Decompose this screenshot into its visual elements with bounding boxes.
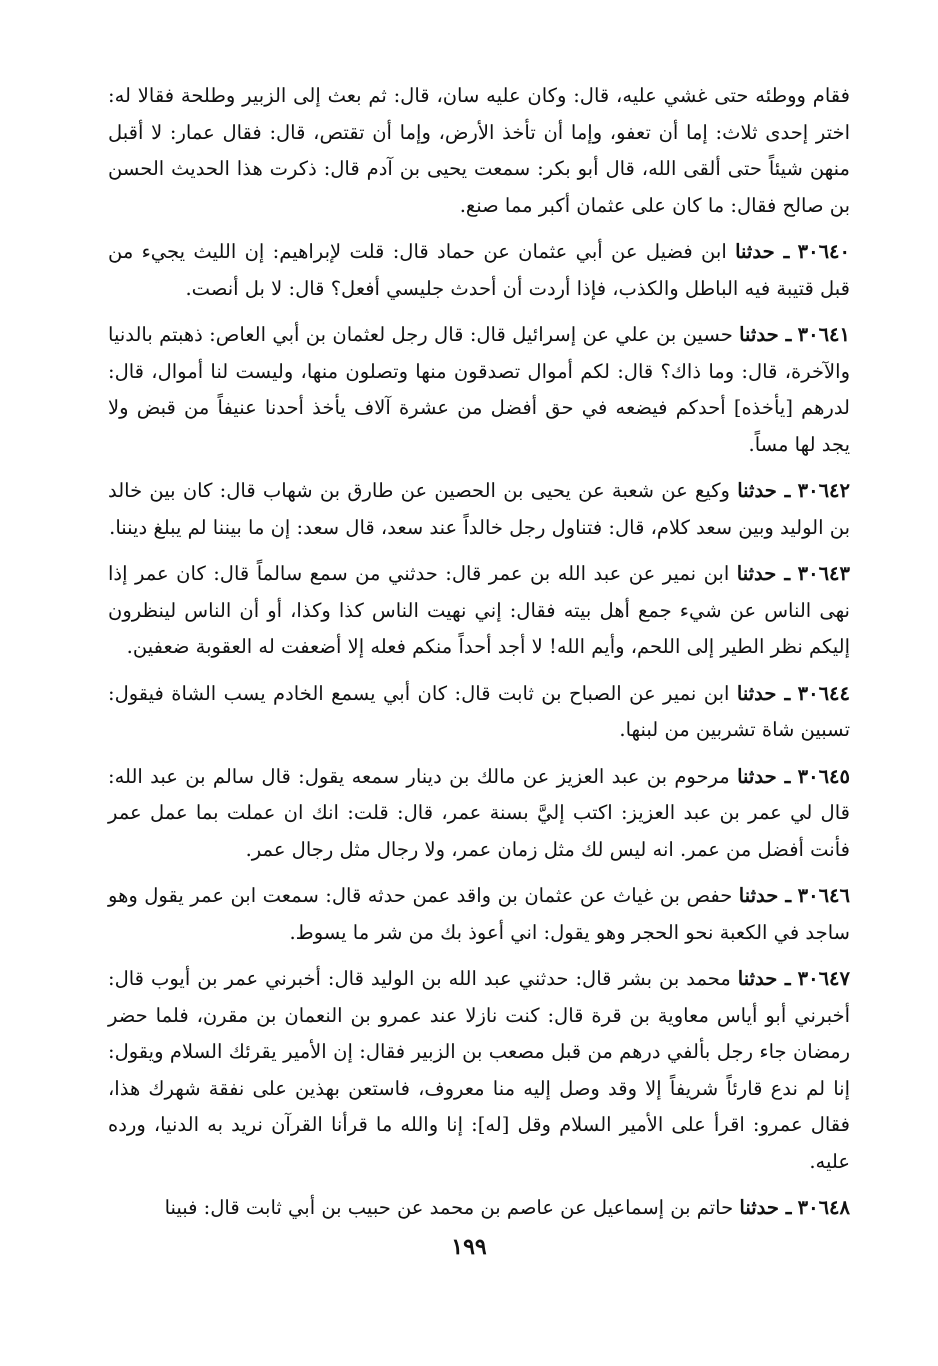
hadith-text: ابن نمير عن الصباح بن ثابت قال: كان أبي يسمع الخادم يسب الشاة فيقول: تسبين شاة تشربين من لبنها. [108,681,850,741]
hadith-number: ٣٠٦٤٨ [797,1196,850,1219]
hadith-lead: ـ حدثنا [736,681,791,705]
hadith-entry [108,556,850,666]
hadith-number: ٣٠٦٤٦ [797,884,851,907]
hadith-lead: ـ حدثنا [735,240,790,263]
page-number: ١٩٩ [451,1234,487,1260]
hadith-text: وكيع عن شعبة عن يحيى بن الحصين عن طارق بن شهاب قال: كان بين خالد بن الوليد وبين سعد كلام، قال: فتناول رجل خالداً عند سعد، قال سعد: إن ما بيننا لم يبلغ ديننا. [108,479,850,539]
hadith-number: ٣٠٦٤٢ [797,479,850,502]
hadith-entry [108,878,850,951]
hadith-lead: ـ حدثنا [737,764,791,788]
hadith-text: حاتم بن إسماعيل عن عاصم بن محمد عن حبيب بن أبي ثابت قال: فبينا [164,1196,734,1219]
hadith-number: ٣٠٦٤٧ [797,967,850,990]
hadith-number: ٣٠٦٤٠ [797,240,850,263]
hadith-number: ٣٠٦٤٥ [797,764,851,788]
hadith-text: ابن فضيل عن أبي عثمان عن حماد قال: قلت لإبراهيم: إن الليث يجيء من قبل قتيبة فيه الباطل والكذب، فإذا أردت أن أحدث جليسي أفعل؟ قال: لا بل أنصت. [108,240,850,300]
hadith-entry [108,78,850,224]
hadith-text: فقام ووطئه حتى غشي عليه، قال: وكان عليه سان، قال: ثم بعث إلى الزبير وطلحة فقالا له: اختر إحدى ثلاث: إما أن تعفو، وإما أن تأخذ الأرض، وإما أن تقتص، قال: فقال عمار: لا أقبل منهن شيئاً حتى ألقى الله، قال أبو بكر: سمعت يحيى بن آدم قال: ذكرت هذا الحديث الحسن بن صالح فقال: ما كان على عثمان أكبر مما صنع. [108,84,850,217]
hadith-lead: ـ حدثنا [739,1196,792,1219]
hadith-list [108,78,850,1227]
hadith-lead: ـ حدثنا [737,479,791,502]
hadith-lead: ـ حدثنا [736,562,791,585]
hadith-entry [108,961,850,1180]
hadith-lead: ـ حدثنا [737,967,791,990]
hadith-text: محمد بن بشر قال: حدثني عبد الله بن الوليد قال: أخبرني عمر بن أيوب قال: أخبرني أبو أياس معاوية بن قرة قال: كنت نازلا عند عمرو بن النعمان بن مقرن، فلما حضر رمضان جاء رجل بألفي درهم من قبل مصعب بن الزبير فقال: إن الأمير يقرئك السلام ويقول: إنا لم ندع قارئاً شريفاً إلا وقد وصل إليه منا معروف، فاستعن بهذين على نفقة شهرك هذا، فقال عمرو: اقرأ على الأمير السلام وقل [له]: إنا والله ما قرأنا القرآن نريد به الدنيا، ورده عليه. [108,967,850,1173]
hadith-number: ٣٠٦٤٤ [797,681,851,705]
hadith-entry [108,317,850,463]
hadith-entry [108,676,850,749]
hadith-number: ٣٠٦٤٣ [797,562,850,585]
hadith-lead: ـ حدثنا [739,323,792,346]
hadith-text: حفص بن غياث عن عثمان بن واقد عمن حدثه قال: سمعت ابن عمر يقول وهو ساجد في الكعبة نحو الحجر وهو يقول: اني أعوذ بك من شر ما يسوط. [108,884,850,944]
hadith-text: ابن نمير عن عبد الله بن عمر قال: حدثني من سمع سالماً قال: كان عمر إذا نهى الناس عن شيء جمع أهل بيته فقال: إني نهيت الناس كذا وكذا، أو أن الناس لينظرون إليكم نظر الطير إلى اللحم، وأيم الله! لا أجد أحداً منكم فعله إلا أضعفت له العقوبة ضعفين. [108,562,850,658]
hadith-entry [108,1190,850,1227]
hadith-entry [108,473,850,546]
hadith-entry [108,234,850,307]
hadith-lead: ـ حدثنا [738,884,792,907]
hadith-entry [108,759,850,869]
hadith-number: ٣٠٦٤١ [797,323,851,346]
hadith-text: مرحوم بن عبد العزيز عن مالك بن دينار سمعه يقول: قال سالم بن عبد الله: قال لي عمر بن عبد العزيز: اكتب إليَّ بسنة عمر، قال: قلت: انك ان عملت بما عمل عمر فأنت أفضل من عمر. انه ليس لك مثل زمان عمر، ولا رجال مثل رجال عمر. [108,764,850,861]
hadith-text: حسين بن علي عن إسرائيل قال: قال رجل لعثمان بن أبي العاص: ذهبتم بالدنيا والآخرة، قال: وما ذاك؟ قال: لكم أموال تصدقون منها وتصلون منها، وليست لنا أموال، قال: لدرهم [يأخذه] أحدكم فيضعه في حق أفضل من عشرة آلاف يأخذ أحدنا عنيفاً من قبض ولا يجد لها مساً. [108,323,850,456]
